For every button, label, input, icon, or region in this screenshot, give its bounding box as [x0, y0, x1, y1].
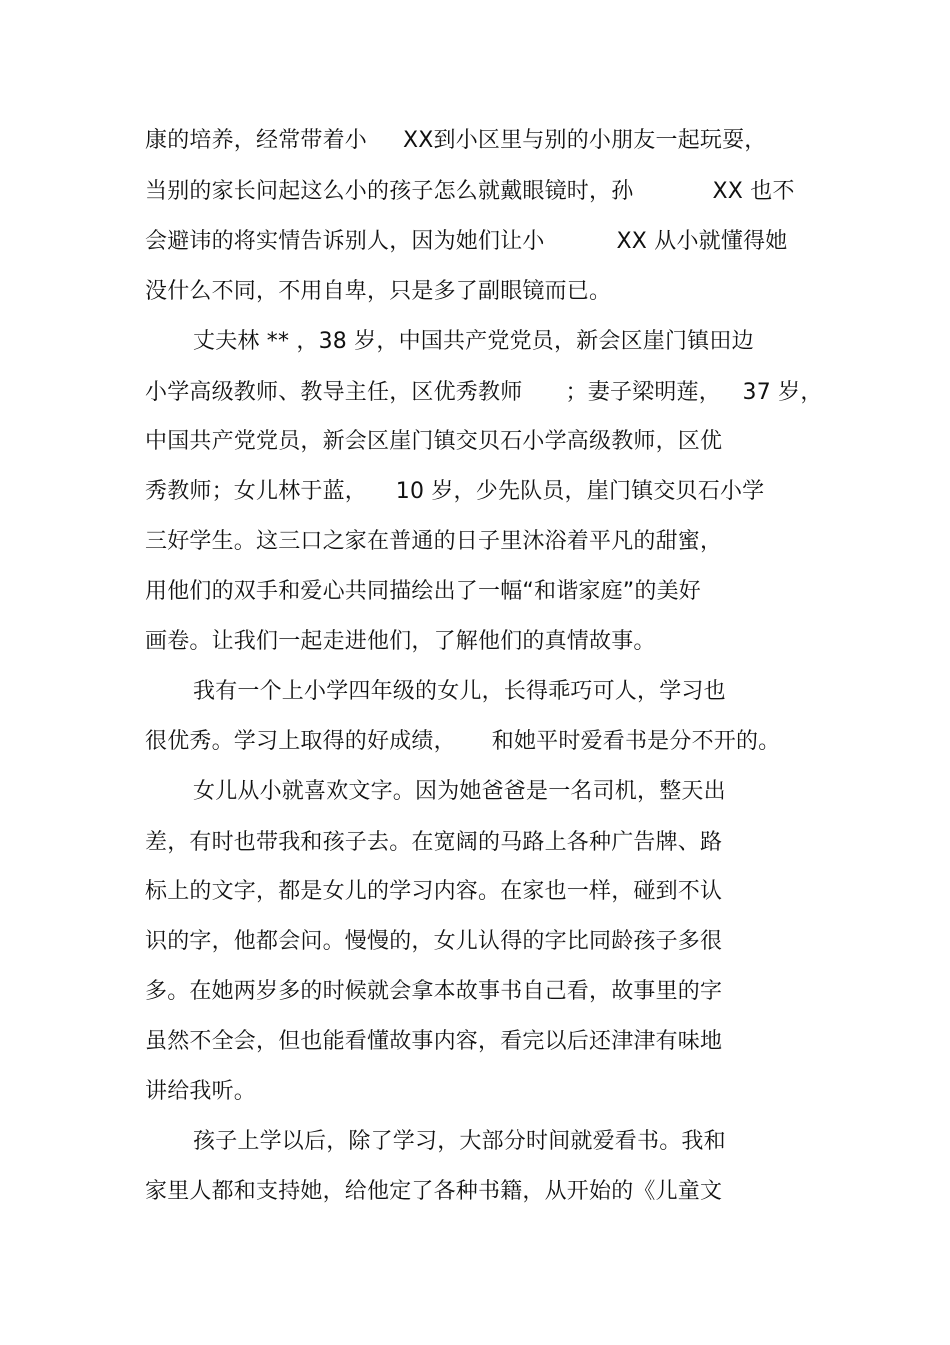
text-line: 用他们的双手和爱心共同描绘出了一幅“和谐家庭”的美好 [145, 579, 701, 604]
paragraph-start-line: 女儿从小就喜欢文字。因为她爸爸是一名司机，整天出 [193, 779, 726, 804]
text-line: 秀教师；女儿林于蓝， 10 岁，少先队员，崖门镇交贝石小学 [145, 479, 765, 504]
text-line: 康的培养，经常带着小 XX到小区里与别的小朋友一起玩耍， [145, 128, 767, 153]
text-line: 标上的文字，都是女儿的学习内容。在家也一样，碰到不认 [145, 879, 723, 904]
text-line: 当别的家长问起这么小的孩子怎么就戴眼镜时，孙 XX 也不 [145, 179, 795, 204]
paragraph-start-line: 孩子上学以后，除了学习，大部分时间就爱看书。我和 [193, 1129, 726, 1154]
text-line: 多。在她两岁多的时候就会拿本故事书自己看，故事里的字 [145, 979, 723, 1004]
text-line: 小学高级教师、教导主任，区优秀教师 ；妻子梁明莲， 37 岁， [145, 380, 823, 405]
text-line: 没什么不同，不用自卑，只是多了副眼镜而已。 [145, 279, 612, 304]
text-line: 画卷。让我们一起走进他们，了解他们的真情故事。 [145, 629, 656, 654]
text-line: 很优秀。学习上取得的好成绩， 和她平时爱看书是分不开的。 [145, 729, 781, 754]
text-line: 家里人都和支持她，给他定了各种书籍，从开始的《儿童文 [145, 1179, 723, 1204]
paragraph-start-line: 我有一个上小学四年级的女儿，长得乖巧可人，学习也 [193, 679, 726, 704]
paragraph-start-line: 丈夫林 ** ，38 岁，中国共产党党员，新会区崖门镇田边 [193, 329, 754, 354]
text-line: 识的字，他都会问。慢慢的，女儿认得的字比同龄孩子多很 [145, 929, 723, 954]
text-line: 讲给我听。 [145, 1079, 257, 1104]
text-line: 三好学生。这三口之家在普通的日子里沐浴着平凡的甜蜜， [145, 529, 723, 554]
text-line: 虽然不全会，但也能看懂故事内容，看完以后还津津有味地 [145, 1029, 723, 1054]
text-line: 差，有时也带我和孩子去。在宽阔的马路上各种广告牌、路 [145, 830, 723, 855]
text-line: 会避讳的将实情告诉别人，因为她们让小 XX 从小就懂得她 [145, 229, 788, 254]
text-line: 中国共产党党员，新会区崖门镇交贝石小学高级教师，区优 [145, 429, 723, 454]
